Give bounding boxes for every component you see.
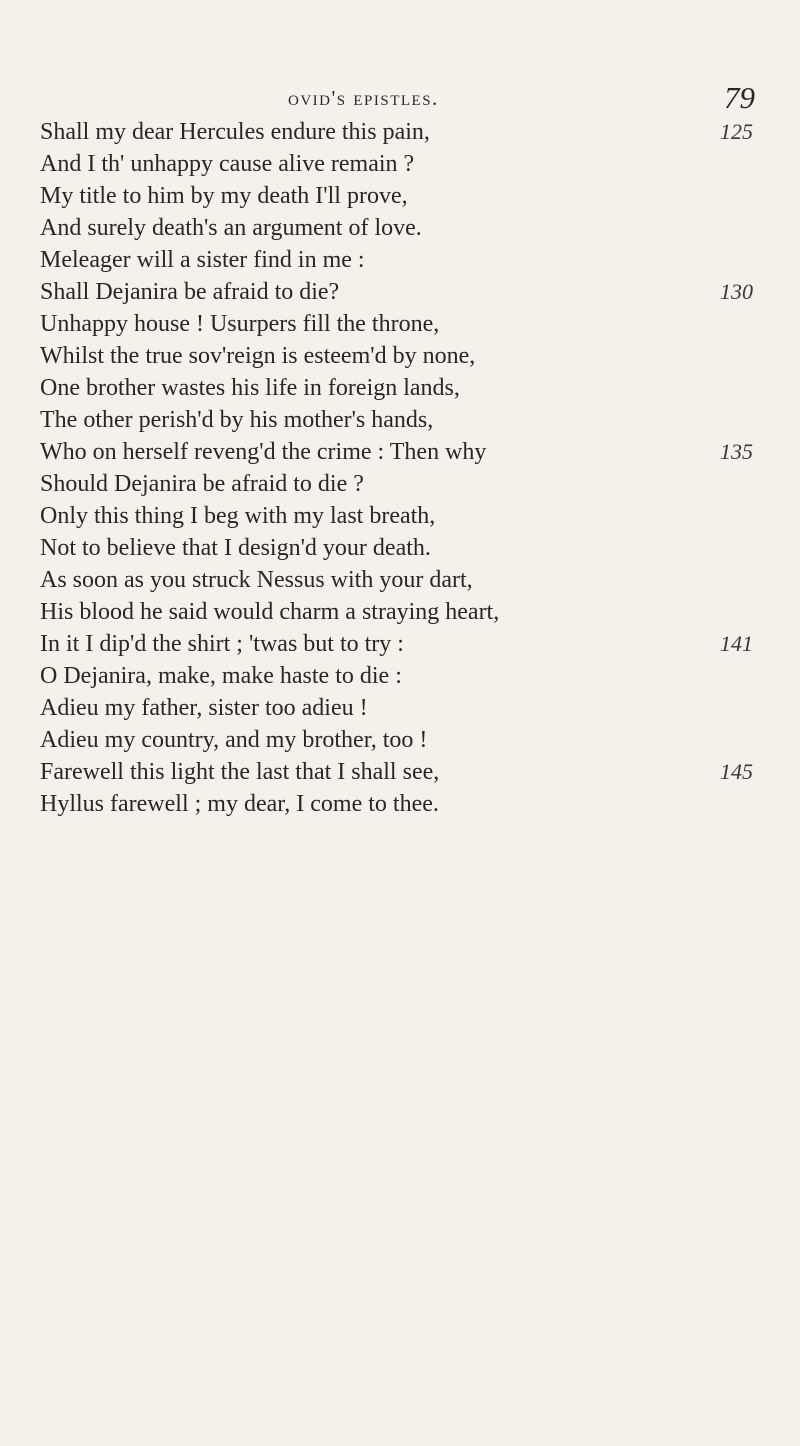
verse-line	[40, 372, 780, 404]
verse-line	[40, 756, 780, 788]
verse-line-text: My title to him by my death I'll prove,	[40, 183, 408, 209]
verse-line	[40, 788, 780, 820]
page-header	[0, 80, 800, 120]
line-number: 141	[720, 631, 753, 656]
verse-line-text: One brother wastes his life in foreign lands,	[40, 375, 460, 401]
verse-line	[40, 116, 780, 148]
running-title: ovid's epistles.	[288, 86, 439, 110]
verse-line-text: And surely death's an argument of love.	[40, 215, 422, 241]
verse-line-text: Who on herself reveng'd the crime : Then why	[40, 439, 487, 465]
verse-line	[40, 244, 780, 276]
verse-line-text: His blood he said would charm a straying heart,	[40, 599, 500, 625]
verse-line	[40, 436, 780, 468]
verse-line-text: Only this thing I beg with my last breath,	[40, 503, 436, 529]
verse-line-text: In it I dip'd the shirt ; 'twas but to try :	[40, 631, 404, 657]
verse-line	[40, 500, 780, 532]
verse-line-text: Unhappy house ! Usurpers fill the throne,	[40, 311, 440, 337]
verse-line	[40, 692, 780, 724]
verse-line	[40, 724, 780, 756]
line-number: 130	[720, 279, 753, 304]
verse-line	[40, 628, 780, 660]
verse-line-text: Whilst the true sov'reign is esteem'd by none,	[40, 343, 476, 369]
verse-line	[40, 148, 780, 180]
verse-line-text: And I th' unhappy cause alive remain ?	[40, 151, 415, 177]
verse-line	[40, 532, 780, 564]
verse-line-text: The other perish'd by his mother's hands,	[40, 407, 434, 433]
verse-line	[40, 180, 780, 212]
verse-line-text: Meleager will a sister find in me :	[40, 247, 365, 273]
line-number: 145	[720, 759, 753, 784]
page-number: 79	[724, 80, 755, 115]
verse-line	[40, 660, 780, 692]
verse-line-text: Should Dejanira be afraid to die ?	[40, 471, 364, 497]
verse-line	[40, 212, 780, 244]
verse-text	[40, 116, 780, 820]
verse-line-text: Shall Dejanira be afraid to die?	[40, 279, 340, 305]
verse-line-text: Adieu my father, sister too adieu !	[40, 695, 368, 721]
verse-line-text: Adieu my country, and my brother, too !	[40, 727, 428, 753]
verse-line-text: Hyllus farewell ; my dear, I come to thee.	[40, 791, 439, 817]
verse-line	[40, 340, 780, 372]
line-number: 125	[720, 119, 753, 144]
verse-line	[40, 468, 780, 500]
verse-line	[40, 404, 780, 436]
line-number: 135	[720, 439, 753, 464]
verse-line-text: As soon as you struck Nessus with your dart,	[40, 567, 473, 593]
verse-line-text: Shall my dear Hercules endure this pain,	[40, 119, 430, 145]
verse-line	[40, 276, 780, 308]
verse-line	[40, 308, 780, 340]
verse-line-text: Farewell this light the last that I shall see,	[40, 759, 440, 785]
verse-line-text: Not to believe that I design'd your death.	[40, 535, 431, 561]
verse-line	[40, 564, 780, 596]
verse-line	[40, 596, 780, 628]
verse-line-text: O Dejanira, make, make haste to die :	[40, 663, 402, 689]
